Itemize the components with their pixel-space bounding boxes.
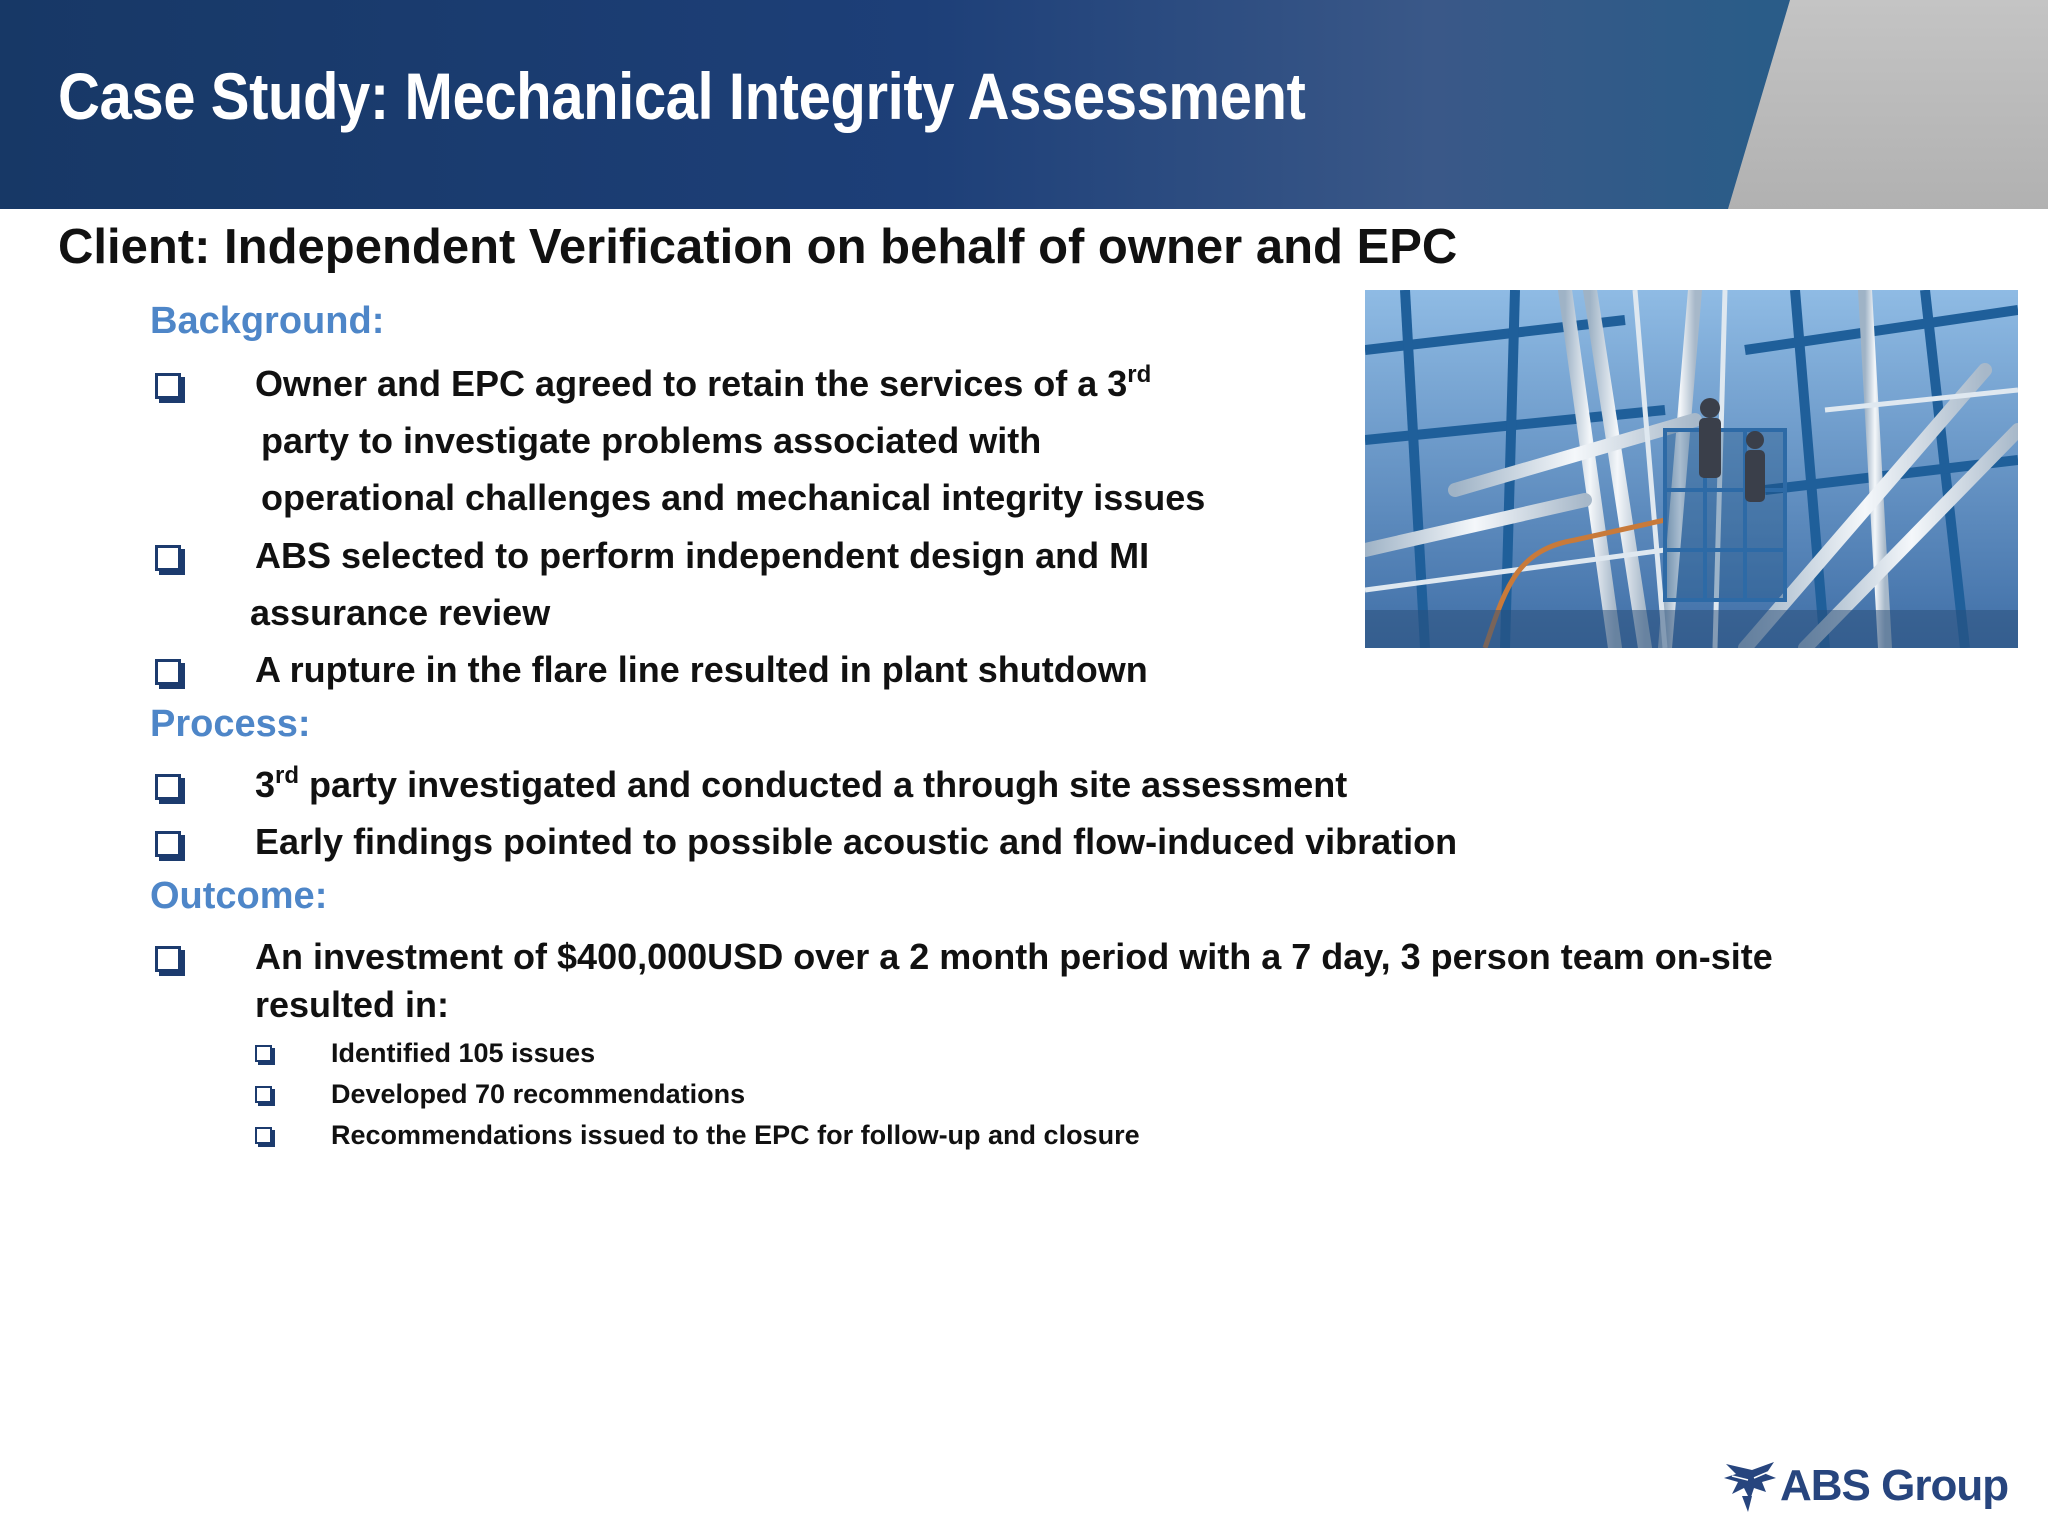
abs-group-logo [1722, 1456, 2022, 1516]
superscript-rd: rd [1127, 361, 1152, 388]
background-bullet-1-line1: Owner and EPC agreed to retain the services of a 3 [255, 363, 1128, 404]
checkbox-bullet-icon [255, 1127, 272, 1144]
checkbox-bullet-icon [155, 774, 181, 800]
background-bullet-2-line2: assurance review [250, 592, 551, 633]
outcome-sub-bullet-1 [255, 1033, 1655, 1073]
outcome-heading: Outcome: [150, 875, 328, 917]
page-title: Case Study: Mechanical Integrity Assessment [58, 59, 1306, 133]
background-bullet-1 [155, 355, 1355, 412]
outcome-sub-bullet-3 [255, 1115, 1655, 1155]
process-bullet-1-post: party investigated and conducted a through site assessment [299, 764, 1348, 805]
background-bullet-2-cont [155, 584, 1355, 641]
outcome-sub-bullet-3-text: Recommendations issued to the EPC for follow-up and closure [331, 1120, 1140, 1150]
process-bullet-1-pre: 3 [255, 764, 276, 805]
checkbox-bullet-icon [255, 1086, 272, 1103]
outcome-bullet-1-cont [155, 976, 2025, 1033]
header-gray-accent [1728, 0, 2048, 209]
checkbox-bullet-icon [255, 1045, 272, 1062]
process-bullet-2 [155, 813, 1855, 870]
outcome-bullet-1-line1: An investment of $400,000USD over a 2 month period with a 7 day, 3 person team on-site [255, 936, 1773, 977]
background-bullet-2-line1: ABS selected to perform independent design and MI [255, 535, 1150, 576]
outcome-sub-bullet-1-text: Identified 105 issues [331, 1038, 596, 1068]
process-bullet-2-line1: Early findings pointed to possible acoustic and flow-induced vibration [255, 821, 1458, 862]
checkbox-bullet-icon [155, 373, 181, 399]
plant-illustration [1365, 290, 2018, 648]
process-bullet-1 [155, 756, 1855, 813]
industrial-plant-photo [1365, 290, 2018, 648]
logo-text: ABS Group [1780, 1461, 2009, 1510]
checkbox-bullet-icon [155, 831, 181, 857]
outcome-sub-bullet-2-text: Developed 70 recommendations [331, 1079, 746, 1109]
process-heading: Process: [150, 703, 311, 745]
background-bullet-2 [155, 527, 1355, 584]
client-subtitle: Client: Independent Verification on behalf of owner and EPC [58, 220, 1458, 274]
superscript-rd: rd [275, 762, 300, 789]
background-bullet-1-cont2 [155, 469, 1355, 526]
outcome-sub-bullet-2 [255, 1074, 1655, 1114]
header-band [0, 0, 2048, 209]
background-bullet-1-line3: operational challenges and mechanical integrity issues [261, 477, 1206, 518]
background-heading: Background: [150, 300, 385, 342]
checkbox-bullet-icon [155, 659, 181, 685]
background-bullet-1-cont [155, 412, 1355, 469]
eagle-icon [1722, 1456, 1778, 1516]
outcome-bullet-1-line2: resulted in: [255, 984, 450, 1025]
background-bullet-3 [155, 641, 1355, 698]
background-bullet-1-line2: party to investigate problems associated with [261, 420, 1042, 461]
background-bullet-3-line1: A rupture in the flare line resulted in plant shutdown [255, 649, 1148, 690]
checkbox-bullet-icon [155, 946, 181, 972]
checkbox-bullet-icon [155, 545, 181, 571]
